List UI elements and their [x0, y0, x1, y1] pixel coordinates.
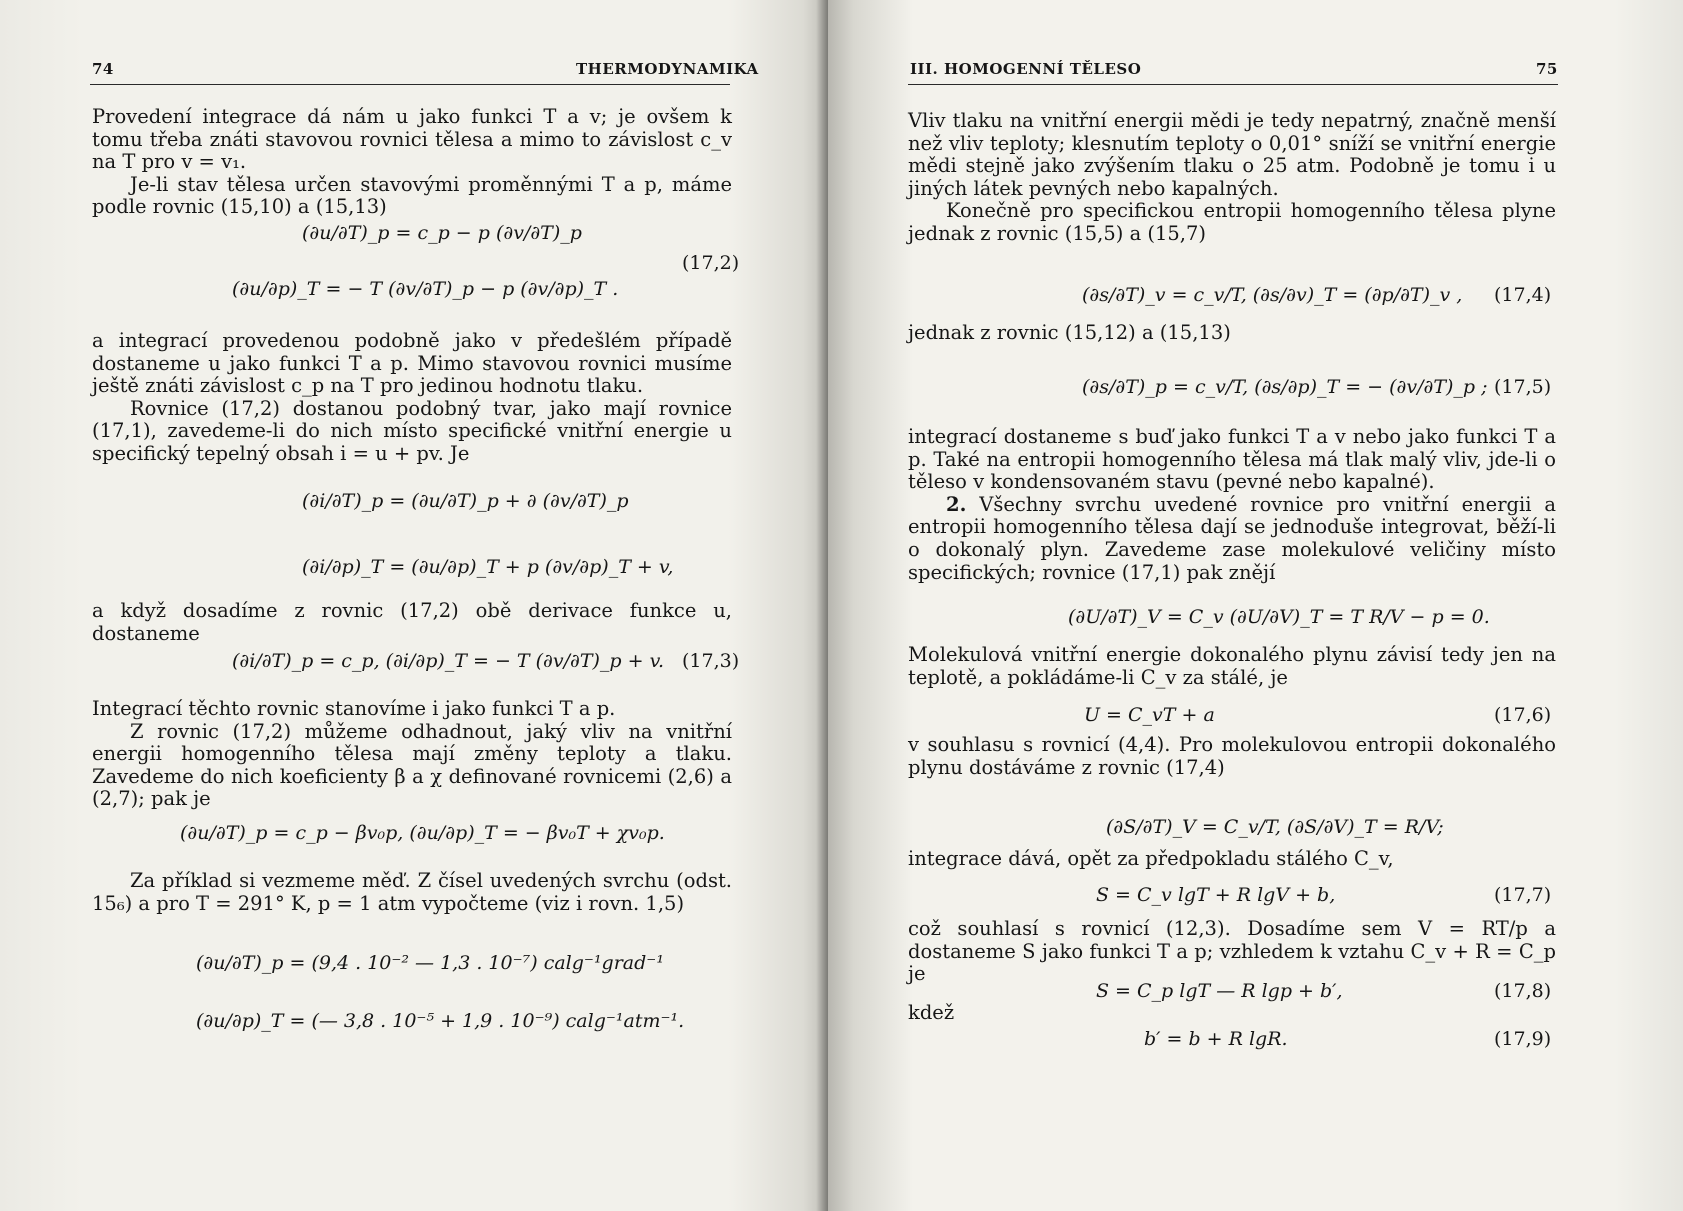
equation-number: (17,3) — [682, 650, 740, 672]
left-bottom-text — [92, 870, 732, 915]
equation: S = C_v lgT + R lgV + b, — [1096, 884, 1336, 906]
paragraph: Z rovnic (17,2) můžeme odhadnout, jaký vliv na vnitřní energii homogenního tělesa mají změny teploty a tlaku. Zavedeme do nich koeficienty β a χ definované rovnicemi (2,6) a (2,7); pak je — [92, 719, 732, 811]
paragraph: Za příklad si vezmeme měď. Z čísel uvedených svrchu (odst. 15₆) a pro T = 291° K, p = 1 atm vypočteme (viz i rovn. 1,5) — [92, 869, 732, 915]
paragraph: jednak z rovnic (15,12) a (15,13) — [908, 321, 1231, 344]
equation-number: (17,6) — [1494, 704, 1552, 726]
paragraph: integrací dostaneme s buď jako funkci T a v nebo jako funkci T a p. Také na entropii homogenního tělesa má tlak malý vliv, jde-li o těleso v kondensovaném stavu (pevné nebo kapalné). — [908, 425, 1556, 494]
left-lower-text — [92, 698, 732, 811]
equation: (∂i/∂p)_T = (∂u/∂p)_T + p (∂v/∂p)_T + v, — [302, 556, 674, 578]
paragraph: integrace dává, opět za předpokladu stálého C_v, — [908, 847, 1394, 870]
left-middle-text — [92, 330, 732, 466]
right-text-block — [908, 644, 1556, 689]
equation: (∂u/∂T)_p = c_p − p (∂v/∂T)_p — [302, 222, 582, 244]
paragraph: Rovnice (17,2) dostanou podobný tvar, jako mají rovnice (17,1), zavedeme-li do nich místo specifické vnitřní energie u specifický tepelný obsah i = u + pv. Je — [92, 396, 732, 465]
left-text-block — [92, 600, 732, 645]
paragraph: což souhlasí s rovnicí (12,3). Dosadíme sem V = RT/p a dostaneme S jako funkci T a p; vzhledem k vztahu C_v + R = C_p je — [908, 917, 1556, 986]
right-bottom-text — [908, 918, 1556, 986]
right-text-block — [908, 848, 1556, 871]
equation: (∂S/∂T)_V = C_v/T, (∂S/∂V)_T = R/V; — [1106, 816, 1444, 838]
paragraph: a integrací provedenou podobně jako v předešlém případě dostaneme u jako funkci T a p. Mimo stavovou rovnici musíme ještě znáti závislost c_p na T pro jedinou hodnotu tlaku. — [92, 329, 732, 398]
running-head-left: THERMODYNAMIKA — [576, 60, 759, 78]
paragraph: Molekulová vnitřní energie dokonalého plynu závisí tedy jen na teplotě, a pokládáme-li C_v za stálé, je — [908, 643, 1556, 689]
equation: (∂s/∂T)_v = c_v/T, (∂s/∂v)_T = (∂p/∂T)_v , — [1082, 284, 1463, 306]
equation: (∂s/∂T)_p = c_v/T, (∂s/∂p)_T = − (∂v/∂T)_p ; — [1082, 376, 1488, 398]
header-rule-left — [90, 84, 730, 85]
paragraph: a když dosadíme z rovnic (17,2) obě derivace funkce u, dostaneme — [92, 599, 732, 645]
paragraph: Vliv tlaku na vnitřní energii mědi je tedy nepatrný, značně menší než vliv teploty; klesnutím teploty o 0,01° sníží se vnitřní energie mědi stejně jako zvýšením tlaku o 25 atm. Podobně je tomu i u jiných látek pevných nebo kapalných. — [908, 109, 1556, 200]
equation-number: (17,7) — [1494, 884, 1552, 906]
right-page — [828, 0, 1683, 1211]
page-number-left: 74 — [92, 60, 114, 78]
paragraph: Integrací těchto rovnic stanovíme i jako funkci T a p. — [92, 697, 616, 720]
paragraph: Konečně pro specifickou entropii homogenního tělesa plyne jednak z rovnic (15,5) a (15,7) — [908, 199, 1556, 245]
equation-number: (17,5) — [1494, 376, 1552, 398]
left-page — [0, 0, 828, 1211]
page-number-right: 75 — [1536, 60, 1558, 78]
equation: (∂U/∂T)_V = C_v (∂U/∂V)_T = T R/V − p = 0. — [1068, 606, 1490, 628]
paragraph: Je-li stav tělesa určen stavovými proměnnými T a p, máme podle rovnic (15,10) a (15,13) — [92, 172, 732, 219]
right-text-block — [908, 1002, 1028, 1025]
equation: (∂i/∂T)_p = (∂u/∂T)_p + ∂ (∂v/∂T)_p — [302, 490, 629, 512]
right-middle-text — [908, 426, 1556, 584]
right-intro-text — [908, 110, 1556, 246]
header-rule-right — [908, 84, 1558, 85]
equation: b′ = b + R lgR. — [1144, 1028, 1288, 1050]
equation-number: (17,8) — [1494, 980, 1552, 1002]
paragraph — [908, 494, 1556, 584]
equation: (∂u/∂p)_T = (— 3,8 . 10⁻⁵ + 1,9 . 10⁻⁹) calg⁻¹atm⁻¹. — [196, 1010, 685, 1032]
paragraph: v souhlasu s rovnicí (4,4). Pro molekulovou entropii dokonalého plynu dostáváme z rovnic (17,4) — [908, 733, 1556, 779]
equation: (∂u/∂T)_p = (9,4 . 10⁻² — 1,3 . 10⁻⁷) calg⁻¹grad⁻¹ — [196, 952, 664, 974]
section-number: 2. — [946, 492, 967, 516]
equation-number: (17,2) — [682, 252, 740, 274]
running-head-right: III. HOMOGENNÍ TĚLESO — [910, 60, 1142, 78]
right-lower-text — [908, 734, 1556, 779]
equation: (∂i/∂T)_p = c_p, (∂i/∂p)_T = − T (∂v/∂T)_p + v. — [232, 650, 665, 672]
paragraph: kdež — [908, 1001, 955, 1024]
paragraph: Provedení integrace dá nám u jako funkci T a v; je ovšem k tomu třeba znáti stavovou rovnici tělesa a mimo to závislost c_v na T pro v = v₁. — [92, 105, 732, 174]
equation-number: (17,9) — [1494, 1028, 1552, 1050]
left-intro-text — [92, 106, 732, 219]
equation: (∂u/∂T)_p = c_p − βv₀p, (∂u/∂p)_T = − βv₀T + χv₀p. — [180, 822, 665, 844]
equation: U = C_vT + a — [1084, 704, 1215, 726]
equation-number: (17,4) — [1494, 284, 1552, 306]
paragraph-text: Všechny svrchu uvedené rovnice pro vnitřní energii a entropii homogenního tělesa dají se jednoduše integrovat, běží-li o dokonalý plyn. Zavedeme zase molekulové veličiny místo specifických; rovnice (17,1) pak znějí — [908, 492, 1556, 584]
right-text-block — [908, 322, 1556, 345]
equation: S = C_p lgT — R lgp + b′, — [1096, 980, 1343, 1002]
equation: (∂u/∂p)_T = − T (∂v/∂T)_p − p (∂v/∂p)_T . — [232, 278, 619, 300]
